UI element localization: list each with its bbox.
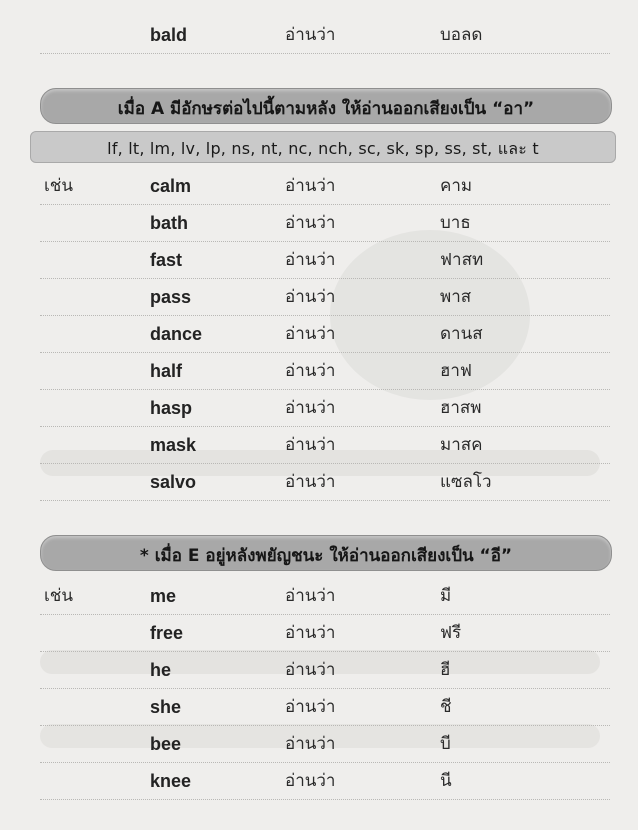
reads-as-label: อ่านว่า bbox=[285, 435, 336, 455]
reads-as-label: อ่านว่า bbox=[285, 176, 336, 196]
thai-reading: บาธ bbox=[440, 213, 471, 233]
thai-reading: ฟรี bbox=[440, 623, 462, 643]
thai-reading: พาส bbox=[440, 287, 472, 307]
reads-as-label: อ่านว่า bbox=[285, 734, 336, 754]
reads-as-label: อ่านว่า bbox=[285, 697, 336, 717]
vocab-row bbox=[40, 427, 610, 464]
thai-reading: นี bbox=[440, 771, 452, 791]
thai-reading: ฮาสพ bbox=[440, 398, 482, 418]
english-word: me bbox=[150, 586, 177, 606]
english-word: bath bbox=[150, 213, 188, 233]
vocab-row bbox=[40, 279, 610, 316]
thai-reading: คาม bbox=[440, 176, 473, 196]
example-prefix: เช่น bbox=[44, 176, 73, 196]
english-word: he bbox=[150, 660, 172, 680]
thai-reading: มี bbox=[440, 586, 452, 606]
english-word: calm bbox=[150, 176, 192, 196]
thai-reading: ฮาฟ bbox=[440, 361, 472, 381]
vocab-row bbox=[40, 689, 610, 726]
english-word: mask bbox=[150, 435, 197, 455]
vocab-row bbox=[40, 353, 610, 390]
reads-as-label: อ่านว่า bbox=[285, 472, 336, 492]
thai-reading: บอลด bbox=[440, 25, 483, 45]
english-word: fast bbox=[150, 250, 183, 270]
reads-as-label: อ่านว่า bbox=[285, 398, 336, 418]
thai-reading: บี bbox=[440, 734, 451, 754]
rule-banner-a-text: เมื่อ A มีอักษรต่อไปนี้ตามหลัง ให้อ่านออกเสียงเป็น “อา” bbox=[117, 99, 535, 119]
rule-banner-a bbox=[40, 88, 612, 124]
vocab-row bbox=[40, 242, 610, 279]
reads-as-label: อ่านว่า bbox=[285, 287, 336, 307]
vocab-row bbox=[40, 726, 610, 763]
thai-reading: ชี bbox=[440, 697, 452, 717]
example-prefix: เช่น bbox=[44, 586, 73, 606]
english-word: salvo bbox=[150, 472, 197, 492]
english-word: half bbox=[150, 361, 183, 381]
vocab-row bbox=[40, 205, 610, 242]
vocab-row-bald bbox=[40, 17, 610, 54]
vocab-row bbox=[40, 578, 610, 615]
thai-reading: มาสค bbox=[440, 435, 483, 455]
thai-reading: ฮี bbox=[440, 660, 451, 680]
rule-banner-e-text: * เมื่อ E อยู่หลังพยัญชนะ ให้อ่านออกเสียงเป็น “อี” bbox=[139, 546, 513, 566]
reads-as-label: อ่านว่า bbox=[285, 250, 336, 270]
reads-as-label: อ่านว่า bbox=[285, 324, 336, 344]
english-word: hasp bbox=[150, 398, 193, 418]
vocab-row bbox=[40, 390, 610, 427]
vocab-row bbox=[40, 615, 610, 652]
reads-as-label: อ่านว่า bbox=[285, 25, 336, 45]
vocab-row bbox=[40, 316, 610, 353]
english-word: free bbox=[150, 623, 184, 643]
thai-reading: แซลโว bbox=[440, 472, 492, 492]
letter-combinations-bar bbox=[30, 131, 616, 163]
reads-as-label: อ่านว่า bbox=[285, 771, 336, 791]
english-word: dance bbox=[150, 324, 203, 344]
rule-banner-e bbox=[40, 535, 612, 571]
english-word: she bbox=[150, 697, 182, 717]
thai-reading: ดานส bbox=[440, 324, 483, 344]
vocab-row bbox=[40, 168, 610, 205]
letter-combinations-text: lf, lt, lm, lv, lp, ns, nt, nc, nch, sc, sk, sp, ss, st, และ t bbox=[107, 139, 539, 158]
english-word: knee bbox=[150, 771, 192, 791]
thai-reading: ฟาสท bbox=[440, 250, 484, 270]
english-word: pass bbox=[150, 287, 192, 307]
vocab-row bbox=[40, 763, 610, 800]
vocab-row bbox=[40, 652, 610, 689]
vocab-row bbox=[40, 464, 610, 501]
reads-as-label: อ่านว่า bbox=[285, 660, 336, 680]
english-word: bee bbox=[150, 734, 182, 754]
reads-as-label: อ่านว่า bbox=[285, 586, 336, 606]
reads-as-label: อ่านว่า bbox=[285, 213, 336, 233]
english-word: bald bbox=[150, 25, 188, 45]
reads-as-label: อ่านว่า bbox=[285, 361, 336, 381]
reads-as-label: อ่านว่า bbox=[285, 623, 336, 643]
